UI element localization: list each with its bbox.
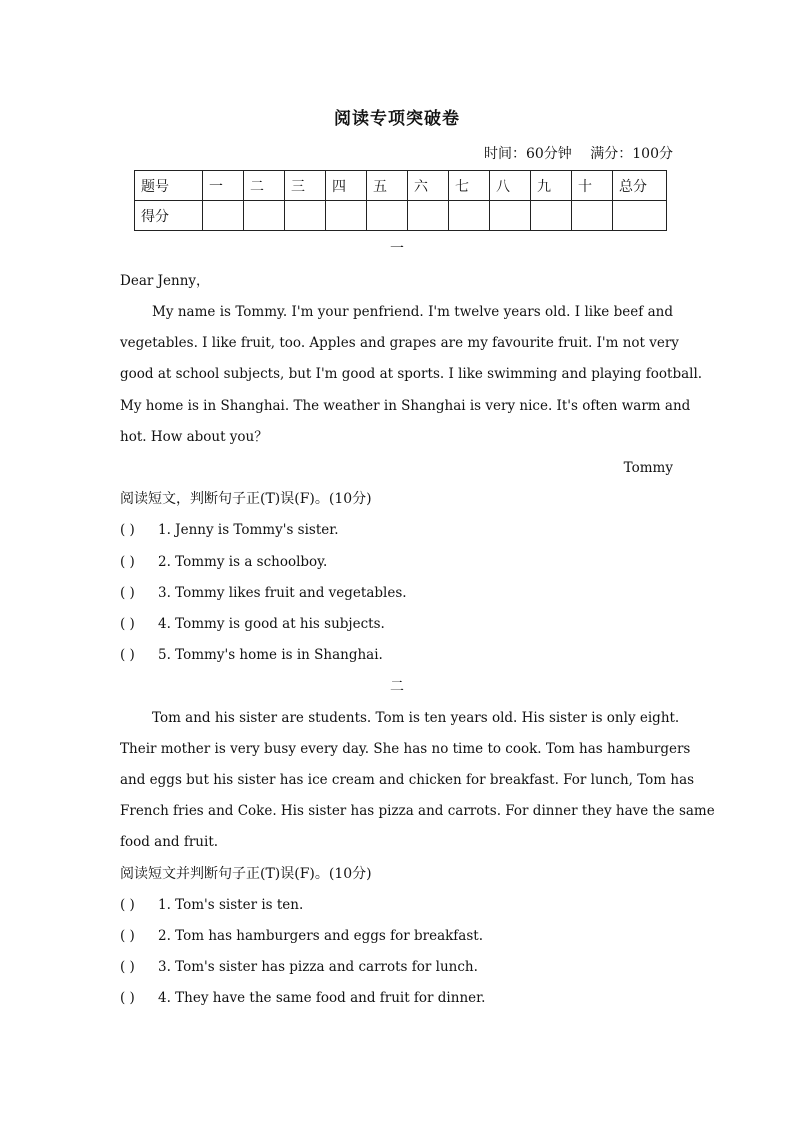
question-item xyxy=(120,552,673,572)
letter-greeting: Dear Jenny， xyxy=(120,273,210,289)
score-entry-cell xyxy=(244,201,285,231)
score-table-cell: 七 xyxy=(449,171,490,201)
score-entry-cell xyxy=(449,201,490,231)
score-entry-cell xyxy=(203,201,244,231)
question-item xyxy=(120,926,673,946)
passage-line: Their mother is very busy every day. She has no time to cook. Tom has hamburgers xyxy=(120,741,691,757)
score-table-cell: 三 xyxy=(285,171,326,201)
question-text: 3. Tommy likes fruit and vegetables. xyxy=(158,585,407,601)
score-table-cell: 总分 xyxy=(613,171,667,201)
score-table-score-row xyxy=(135,201,667,231)
question-item xyxy=(120,957,673,977)
score-table-cell: 题号 xyxy=(135,171,203,201)
letter-line: vegetables. I like fruit, too. Apples and grapes are my favourite fruit. I'm not very xyxy=(120,335,679,351)
answer-blank: ( ) xyxy=(120,897,135,913)
exam-meta xyxy=(470,143,673,163)
answer-blank: ( ) xyxy=(120,522,135,538)
score-entry-cell xyxy=(490,201,531,231)
letter-line: My home is in Shanghai. The weather in Shanghai is very nice. It's often warm and xyxy=(120,398,691,414)
section-1-instruction: 阅读短文，判断句子正(T)误(F)。(10分) xyxy=(120,491,372,507)
answer-blank: ( ) xyxy=(120,554,135,570)
section-2-number: 二 xyxy=(390,679,404,695)
answer-blank: ( ) xyxy=(120,928,135,944)
passage-line: French fries and Coke. His sister has pizza and carrots. For dinner they have the same xyxy=(120,803,715,819)
section-1-number: 一 xyxy=(390,241,404,257)
letter-line: hot. How about you？ xyxy=(120,429,268,445)
question-text: 1. Tom's sister is ten. xyxy=(158,897,304,913)
score-table-cell: 八 xyxy=(490,171,531,201)
score-entry-cell xyxy=(326,201,367,231)
score-entry-cell xyxy=(572,201,613,231)
letter-signature: Tommy xyxy=(623,460,673,476)
score-table-cell: 十 xyxy=(572,171,613,201)
section-2-instruction: 阅读短文并判断句子正(T)误(F)。(10分) xyxy=(120,866,372,882)
score-entry-cell xyxy=(408,201,449,231)
passage-line: Tom and his sister are students. Tom is ten years old. His sister is only eight. xyxy=(152,710,680,726)
question-item xyxy=(120,583,673,603)
question-text: 3. Tom's sister has pizza and carrots for lunch. xyxy=(158,959,478,975)
score-table-cell: 四 xyxy=(326,171,367,201)
score-table-cell: 一 xyxy=(203,171,244,201)
question-item xyxy=(120,895,673,915)
score-table xyxy=(134,170,667,231)
full-score: 满分：100分 xyxy=(590,146,673,162)
question-text: 2. Tommy is a schoolboy. xyxy=(158,554,328,570)
question-item xyxy=(120,520,673,540)
score-entry-cell xyxy=(613,201,667,231)
letter-line: good at school subjects, but I'm good at sports. I like swimming and playing football. xyxy=(120,366,703,382)
score-entry-cell xyxy=(285,201,326,231)
answer-blank: ( ) xyxy=(120,990,135,1006)
score-entry-cell xyxy=(531,201,572,231)
passage-line: and eggs but his sister has ice cream and chicken for breakfast. For lunch, Tom has xyxy=(120,772,695,788)
question-text: 1. Jenny is Tommy's sister. xyxy=(158,522,339,538)
question-item xyxy=(120,645,673,665)
question-text: 4. They have the same food and fruit for dinner. xyxy=(158,990,486,1006)
question-text: 5. Tommy's home is in Shanghai. xyxy=(158,647,383,663)
letter-line: My name is Tommy. I'm your penfriend. I'm twelve years old. I like beef and xyxy=(152,304,673,320)
score-table-cell: 九 xyxy=(531,171,572,201)
question-text: 2. Tom has hamburgers and eggs for breakfast. xyxy=(158,928,483,944)
score-table-cell: 二 xyxy=(244,171,285,201)
answer-blank: ( ) xyxy=(120,647,135,663)
question-item xyxy=(120,614,673,634)
passage-line: food and fruit. xyxy=(120,834,219,850)
time-limit: 时间：60分钟 xyxy=(483,146,572,162)
score-table-header-row xyxy=(135,171,667,201)
page-title: 阅读专项突破卷 xyxy=(334,109,460,129)
question-item xyxy=(120,988,673,1008)
score-entry-cell xyxy=(367,201,408,231)
answer-blank: ( ) xyxy=(120,616,135,632)
score-table-cell: 得分 xyxy=(135,201,203,231)
answer-blank: ( ) xyxy=(120,585,135,601)
question-text: 4. Tommy is good at his subjects. xyxy=(158,616,385,632)
score-table-cell: 六 xyxy=(408,171,449,201)
score-table-cell: 五 xyxy=(367,171,408,201)
answer-blank: ( ) xyxy=(120,959,135,975)
